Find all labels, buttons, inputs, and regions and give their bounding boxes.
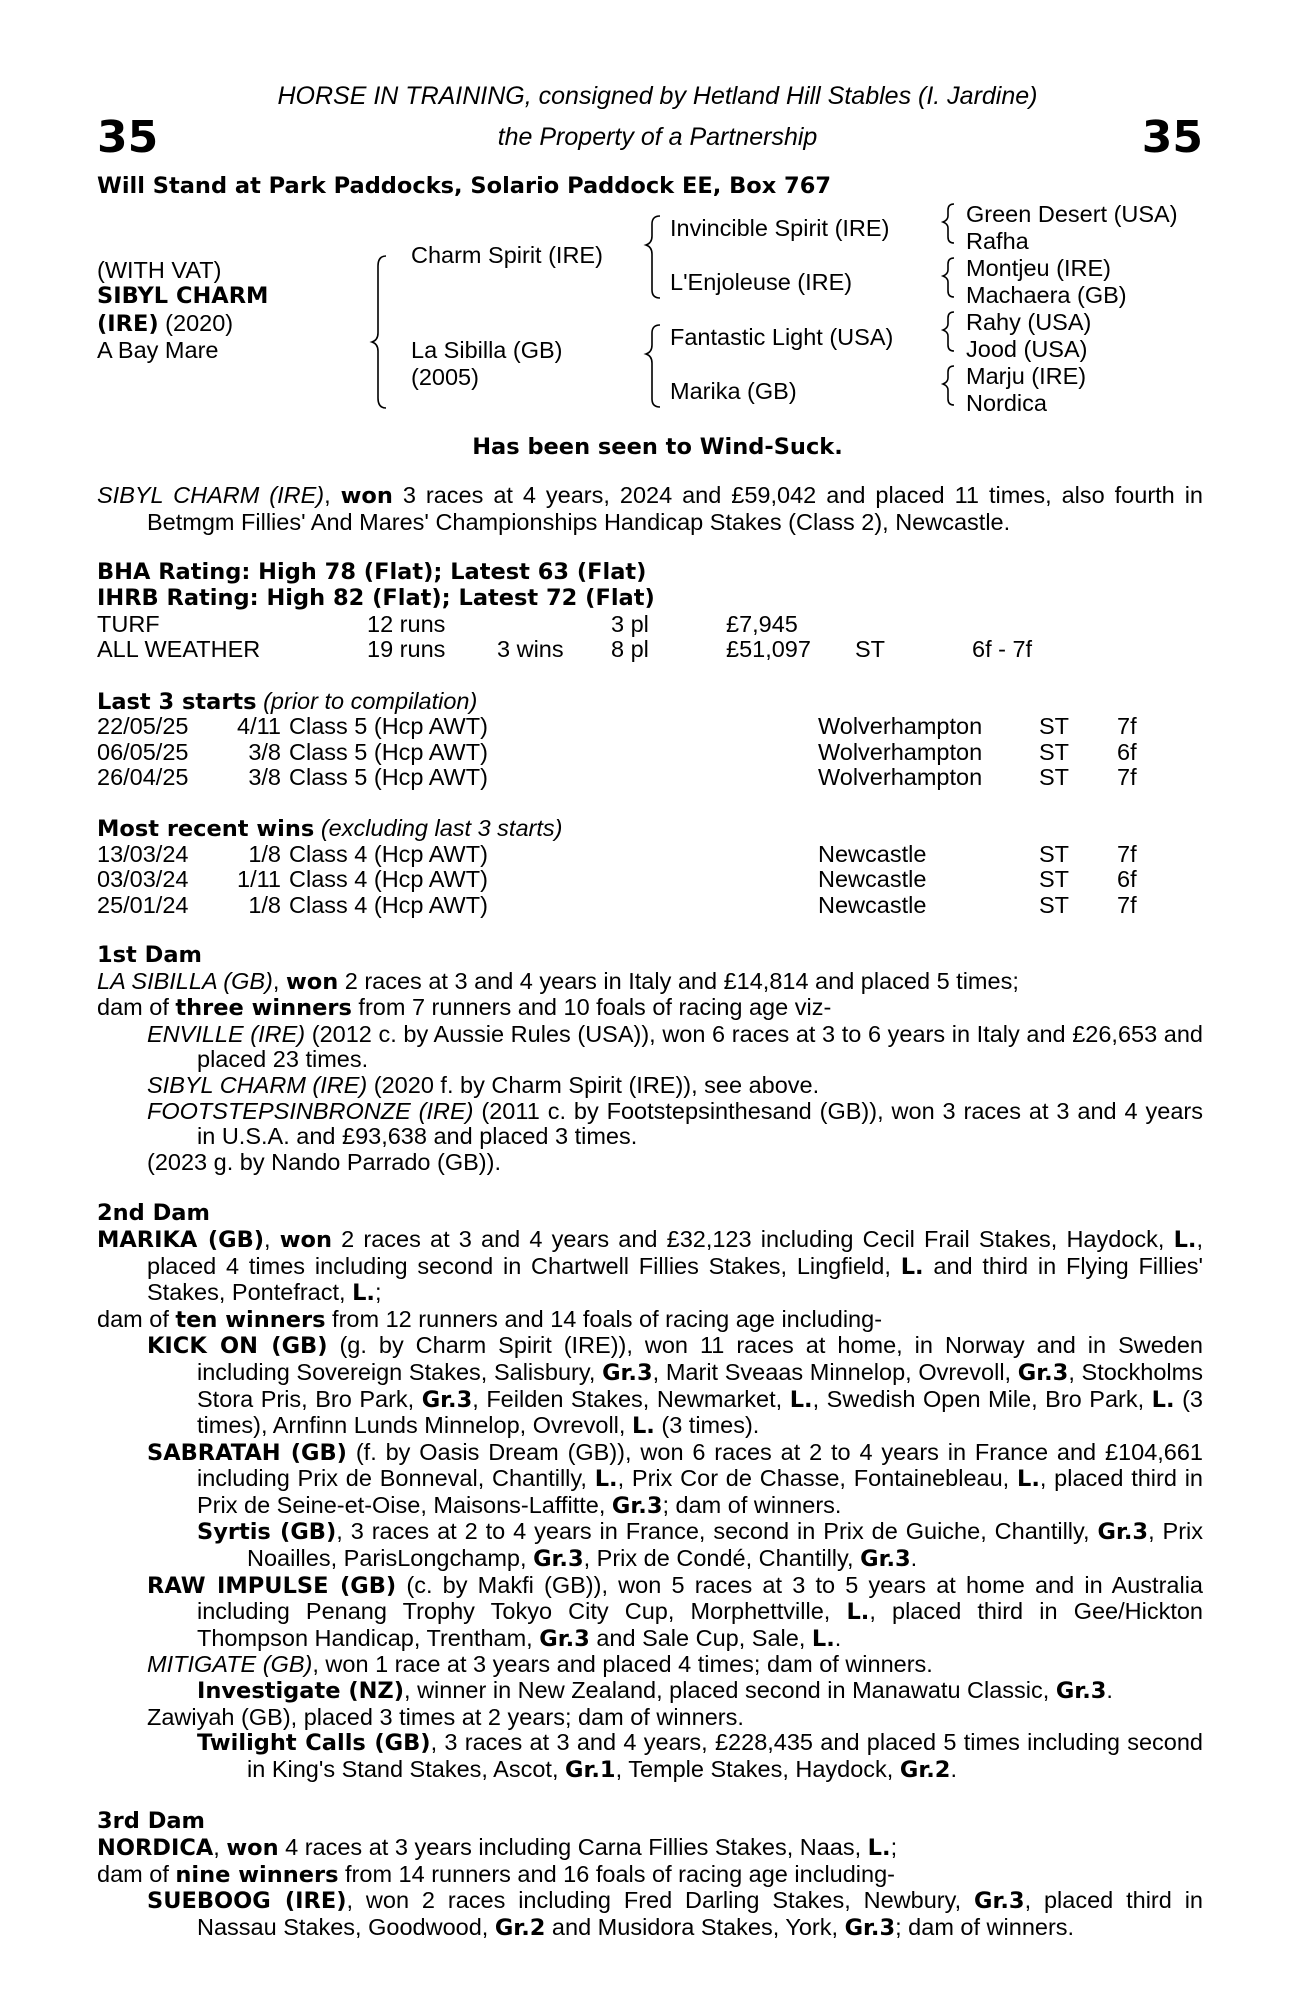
sire-sire: Invincible Spirit (IRE) — [670, 215, 890, 241]
pedigree-notes — [97, 943, 1203, 1941]
text-run: 06/05/25 — [97, 739, 189, 765]
text-run: ST — [855, 636, 886, 662]
ancestor-6: Jood (USA) — [966, 336, 1088, 362]
text-run: Class 4 (Hcp AWT) — [289, 892, 488, 918]
pedigree-braces — [0, 0, 1315, 460]
dam3-record — [97, 1835, 1203, 1862]
text-run: three winners — [175, 995, 352, 1022]
dam-dam: Marika (GB) — [670, 378, 797, 404]
dam2-foal: Zawiyah (GB), placed 3 times at 2 years; dam of winners. — [147, 1703, 744, 1730]
dam3-heading: 3rd Dam — [97, 1808, 205, 1835]
text-run: , winner in New Zealand, placed second in Manawatu Classic, — [404, 1677, 1056, 1704]
text-run: Investigate (NZ) — [197, 1678, 405, 1705]
text-run: Gr.3 — [602, 1359, 653, 1386]
text-run: 1/8 — [248, 841, 281, 867]
horse-year: (2020) — [158, 310, 234, 336]
text-run: MITIGATE (GB) — [147, 1651, 313, 1678]
text-run: . — [910, 1545, 918, 1572]
recent-win-row — [97, 892, 1203, 918]
text-run: Class 4 (Hcp AWT) — [289, 841, 488, 867]
text-run: 22/05/25 — [97, 713, 189, 739]
text-run: Syrtis (GB) — [197, 1519, 337, 1546]
text-run: L. — [900, 1253, 924, 1280]
property-line: the Property of a Partnership — [497, 123, 818, 151]
recent-win-row — [97, 866, 1203, 892]
text-run: dam of — [97, 994, 176, 1021]
text-run: 03/03/24 — [97, 866, 189, 892]
text-run: , placed third in Prix de Seine-et-Oise, Maisons-Laffitte, — [197, 1465, 1203, 1518]
text-run: won — [279, 1226, 332, 1253]
brace-g34 — [943, 258, 954, 297]
ancestor-7: Marju (IRE) — [966, 363, 1087, 389]
text-run: , Feilden Stakes, Newmarket, — [472, 1385, 790, 1412]
text-run: 7f — [1117, 764, 1137, 790]
text-run: ; — [374, 1279, 382, 1306]
text-run: 7f — [1117, 841, 1137, 867]
ihrb-rating: IHRB Rating: High 82 (Flat); Latest 72 (Flat) — [97, 585, 655, 611]
text-run: 7f — [1117, 892, 1137, 918]
text-run: 3/8 — [248, 764, 281, 790]
text-run: , Prix Cor de Chasse, Fontainebleau, — [617, 1465, 1017, 1492]
text-run: Wolverhampton — [818, 713, 983, 739]
text-run: RAW IMPULSE (GB) — [147, 1572, 397, 1599]
text-run: L. — [811, 1625, 835, 1652]
text-run: . — [1106, 1677, 1113, 1704]
dam-year: (2005) — [411, 364, 479, 390]
last3-row — [97, 764, 1203, 790]
text-run: Class 4 (Hcp AWT) — [289, 866, 488, 892]
text-run: L. — [1016, 1466, 1040, 1493]
bha-rating: BHA Rating: High 78 (Flat); Latest 63 (Flat) — [97, 559, 647, 585]
last3-heading: Last 3 starts (prior to compilation) — [97, 688, 478, 715]
text-run: FOOTSTEPSINBRONZE (IRE) — [147, 1097, 474, 1124]
text-run: ST — [1039, 713, 1070, 739]
brace-dam — [646, 325, 660, 407]
text-run: , — [272, 967, 286, 994]
text-run: ST — [1039, 841, 1070, 867]
dam2-foal — [97, 1573, 1203, 1653]
text-run: L. — [867, 1835, 891, 1861]
text-run: Newcastle — [818, 841, 927, 867]
sire-dam: L'Enjoleuse (IRE) — [670, 269, 853, 295]
text-run: Gr.3 — [1017, 1359, 1069, 1386]
text-run: 4/11 — [237, 713, 281, 739]
text-run: , — [264, 1225, 280, 1252]
dam2-grandfoal — [97, 1730, 1203, 1783]
text-run: . — [950, 1755, 957, 1782]
text-run: Gr.3 — [421, 1386, 473, 1413]
text-run: Wolverhampton — [818, 739, 983, 765]
stand-location: Will Stand at Park Paddocks, Solario Paddock EE, Box 767 — [97, 173, 832, 199]
text-run: ten winners — [175, 1306, 326, 1333]
text-run: 3 races at 4 years, 2024 and £59,042 and placed 11 times, also fourth in Betmgm Fillies' And Mares' Championships Handicap Stakes (Class 2), Newcastle. — [147, 482, 1204, 535]
vat-note: (WITH VAT) — [97, 257, 222, 283]
text-run: from 14 runners and 16 foals of racing age including- — [338, 1860, 895, 1887]
dam1-record — [97, 969, 1203, 996]
text-run: 25/01/24 — [97, 892, 189, 918]
brace-sire — [646, 216, 660, 298]
text-run: L. — [789, 1386, 813, 1413]
text-run: 6f — [1117, 739, 1137, 765]
horse-description: A Bay Mare — [97, 337, 219, 363]
text-run: , placed third in Gee/Hickton Thompson Handicap, Trentham, — [197, 1598, 1203, 1651]
text-run: , placed 4 times including second in Chartwell Fillies Stakes, Lingfield, — [147, 1225, 1203, 1279]
ancestor-5: Rahy (USA) — [966, 309, 1092, 335]
brace-g12 — [943, 204, 954, 243]
horse-name: SIBYL CHARM — [97, 283, 269, 309]
text-run: 26/04/25 — [97, 764, 189, 790]
text-run: Gr.2 — [899, 1756, 951, 1783]
text-run: from 7 runners and 10 foals of racing age viz- — [351, 994, 832, 1021]
text-run: £7,945 — [726, 611, 798, 637]
text-run: 19 runs — [367, 636, 446, 662]
dam2-foal — [97, 1652, 1203, 1678]
text-run: ST — [1039, 892, 1070, 918]
dam1-foal — [97, 1099, 1203, 1150]
ancestor-4: Machaera (GB) — [966, 282, 1127, 308]
text-run: Gr.3 — [1097, 1519, 1149, 1546]
text-run: (2011 c. by Footstepsinthesand (GB)), won 3 races at 3 and 4 years in U.S.A. and £93,638 and placed 3 times. — [197, 1097, 1203, 1150]
text-run: Gr.1 — [565, 1756, 616, 1783]
race-summary — [97, 483, 1203, 535]
text-run: ST — [1039, 739, 1070, 765]
text-run: 3 wins — [497, 636, 564, 662]
dam1-heading: 1st Dam — [97, 942, 202, 968]
text-run: Gr.3 — [844, 1914, 896, 1941]
text-run: ; dam of winners. — [895, 1913, 1075, 1940]
text-run: Gr.3 — [974, 1888, 1025, 1915]
text-run: MARIKA (GB) — [97, 1226, 265, 1253]
ancestor-8: Nordica — [966, 390, 1047, 416]
text-run: 3/8 — [248, 739, 281, 765]
text-run: SIBYL CHARM (IRE) — [97, 482, 325, 508]
text-run: , Swedish Open Mile, Bro Park, — [812, 1385, 1152, 1412]
wind-suck-notice: Has been seen to Wind-Suck. — [472, 434, 843, 460]
dam: La Sibilla (GB) — [411, 337, 563, 363]
text-run: TURF — [97, 611, 160, 637]
text-run: L. — [631, 1413, 655, 1440]
record-row-all-weather — [97, 636, 1203, 662]
text-run: and Musidora Stakes, York, — [545, 1913, 845, 1940]
text-run: SABRATAH (GB) — [147, 1439, 347, 1466]
text-run: , — [213, 1834, 227, 1860]
text-run: 1/11 — [237, 866, 281, 892]
lot-number-left: 35 — [97, 112, 159, 163]
text-run: Twilight Calls (GB) — [197, 1730, 431, 1757]
brace-parents — [372, 256, 386, 408]
text-run: NORDICA — [97, 1835, 214, 1861]
recent-win-row — [97, 841, 1203, 867]
text-run: ; dam of winners. — [662, 1491, 842, 1518]
text-run: 7f — [1117, 713, 1137, 739]
text-run: Gr.3 — [533, 1546, 584, 1573]
text-run: and Sale Cup, Sale, — [589, 1624, 812, 1651]
text-run: won — [340, 483, 393, 509]
text-run: ST — [1039, 764, 1070, 790]
text-run: Wolverhampton — [818, 764, 983, 790]
dam2-heading: 2nd Dam — [97, 1200, 210, 1227]
text-run: 3 pl — [611, 611, 649, 637]
text-run: ST — [1039, 866, 1070, 892]
text-run: . — [834, 1624, 842, 1651]
ancestor-1: Green Desert (USA) — [966, 201, 1178, 227]
text-run: SIBYL CHARM (IRE) — [147, 1071, 368, 1098]
text-line — [97, 483, 1203, 535]
text-run: dam of — [97, 1860, 176, 1887]
text-run: , Marit Sveaas Minnelop, Ovrevoll, — [652, 1358, 1018, 1385]
text-run: LA SIBILLA (GB) — [97, 967, 273, 994]
text-run: 2 races at 3 and 4 years in Italy and £14,814 and placed 5 times; — [338, 967, 1019, 994]
dam1-foal — [97, 1073, 1203, 1099]
text-run: , placed third in Nassau Stakes, Goodwood, — [197, 1887, 1203, 1940]
text-run: , won 1 race at 3 years and placed 4 times; dam of winners. — [312, 1651, 933, 1678]
dam3-foal — [97, 1888, 1203, 1941]
ancestor-3: Montjeu (IRE) — [966, 255, 1111, 281]
text-run: 1/8 — [248, 892, 281, 918]
text-run: L. — [846, 1599, 870, 1626]
text-run: Gr.3 — [1055, 1678, 1107, 1705]
dam2-grandfoal — [97, 1519, 1203, 1572]
text-run: , 3 races at 2 to 4 years in France, second in Prix de Guiche, Chantilly, — [336, 1518, 1098, 1545]
consignor-line: HORSE IN TRAINING, consigned by Hetland Hill Stables (I. Jardine) — [277, 82, 1038, 110]
text-run: Gr.2 — [494, 1914, 546, 1941]
text-run: L. — [1151, 1386, 1175, 1413]
text-run: L. — [594, 1466, 618, 1493]
text-run: L. — [1173, 1226, 1197, 1253]
dam2-foal — [97, 1333, 1203, 1439]
text-run: 6f - 7f — [972, 636, 1033, 662]
text-run: 12 runs — [367, 611, 446, 637]
brace-g78 — [943, 366, 954, 405]
text-run: , Prix Noailles, ParisLongchamp, — [247, 1518, 1203, 1572]
dam-sire: Fantastic Light (USA) — [670, 324, 894, 350]
text-run: (c. by Makfi (GB)), won 5 races at 3 to 5 years at home and in Australia including Penang Trophy Tokyo City Cup, Morphettville, — [197, 1571, 1203, 1625]
text-run: (3 times). — [654, 1412, 760, 1439]
text-run: Class 5 (Hcp AWT) — [289, 764, 488, 790]
text-run: 2 races at 3 and 4 years and £32,123 including Cecil Frail Stakes, Haydock, — [331, 1225, 1174, 1252]
dam1-foal: (2023 g. by Nando Parrado (GB)). — [147, 1148, 501, 1175]
last3-row — [97, 713, 1203, 739]
ancestor-2: Rafha — [966, 228, 1029, 254]
text-run: Newcastle — [818, 892, 927, 918]
text-run: Gr.3 — [860, 1546, 911, 1573]
text-run: , Prix de Condé, Chantilly, — [583, 1545, 861, 1572]
text-run: £51,097 — [726, 636, 811, 662]
text-run: Class 5 (Hcp AWT) — [289, 713, 488, 739]
text-run: L. — [352, 1280, 375, 1307]
text-run: (f. by Oasis Dream (GB)), won 6 races at 2 to 4 years in France and £104,661 including Prix de Bonneval, Chantilly, — [197, 1438, 1204, 1492]
dam1-foal — [97, 1022, 1203, 1073]
text-run: won — [226, 1835, 279, 1861]
text-run: ; — [890, 1834, 898, 1860]
dam2-foal — [97, 1440, 1203, 1520]
text-run: , — [324, 482, 341, 508]
text-run: won — [285, 968, 339, 995]
text-run: SUEBOOG (IRE) — [147, 1888, 347, 1915]
text-run: ENVILLE (IRE) — [147, 1020, 306, 1047]
text-run: (2012 c. by Aussie Rules (USA)), won 6 races at 3 to 6 years in Italy and £26,653 and placed 23 times. — [197, 1020, 1203, 1073]
text-run: nine winners — [175, 1861, 339, 1888]
text-run: 6f — [1117, 866, 1137, 892]
text-run: Gr.3 — [539, 1625, 590, 1652]
text-run: , Stockholms Stora Pris, Bro Park, — [197, 1358, 1203, 1412]
text-run: 8 pl — [611, 636, 649, 662]
text-run: , 3 races at 3 and 4 years, £228,435 and placed 5 times including second in King's Stand Stakes, Ascot, — [247, 1729, 1204, 1782]
text-run: , Temple Stakes, Haydock, — [615, 1755, 900, 1782]
text-run: Gr.3 — [611, 1492, 663, 1519]
dam3-progeny-summary — [97, 1862, 1203, 1889]
text-run: and third in Flying Fillies' Stakes, Pontefract, — [147, 1252, 1203, 1306]
text-run: ALL WEATHER — [97, 636, 261, 662]
text-run: , won 2 races including Fred Darling Stakes, Newbury, — [346, 1887, 975, 1914]
dam2-grandfoal — [97, 1678, 1203, 1705]
recent-wins-heading: Most recent wins (excluding last 3 starts) — [97, 815, 563, 842]
dam2-record — [97, 1227, 1203, 1307]
horse-country: (IRE) — [97, 311, 159, 337]
last3-row — [97, 739, 1203, 765]
text-run: from 12 runners and 14 foals of racing age including- — [325, 1305, 883, 1332]
text-run: dam of — [97, 1305, 176, 1332]
dam1-progeny-summary — [97, 995, 1203, 1022]
sire: Charm Spirit (IRE) — [411, 242, 603, 268]
text-run: 4 races at 3 years including Carna Fillies Stakes, Naas, — [278, 1834, 868, 1860]
text-run: KICK ON (GB) — [147, 1333, 328, 1360]
brace-g56 — [943, 312, 954, 351]
dam2-progeny-summary — [97, 1307, 1203, 1334]
text-run: (g. by Charm Spirit (IRE)), won 11 races at home, in Norway and in Sweden including Sovereign Stakes, Salisbury, — [197, 1332, 1203, 1385]
text-run: Class 5 (Hcp AWT) — [289, 739, 488, 765]
lot-number-right: 35 — [1141, 112, 1203, 163]
text-run: Newcastle — [818, 866, 927, 892]
text-run: 13/03/24 — [97, 841, 189, 867]
record-row-turf — [97, 611, 1203, 637]
text-run: (2020 f. by Charm Spirit (IRE)), see above. — [367, 1071, 820, 1098]
text-run: (3 times), Arnfinn Lunds Minnelop, Ovrevoll, — [197, 1385, 1203, 1439]
